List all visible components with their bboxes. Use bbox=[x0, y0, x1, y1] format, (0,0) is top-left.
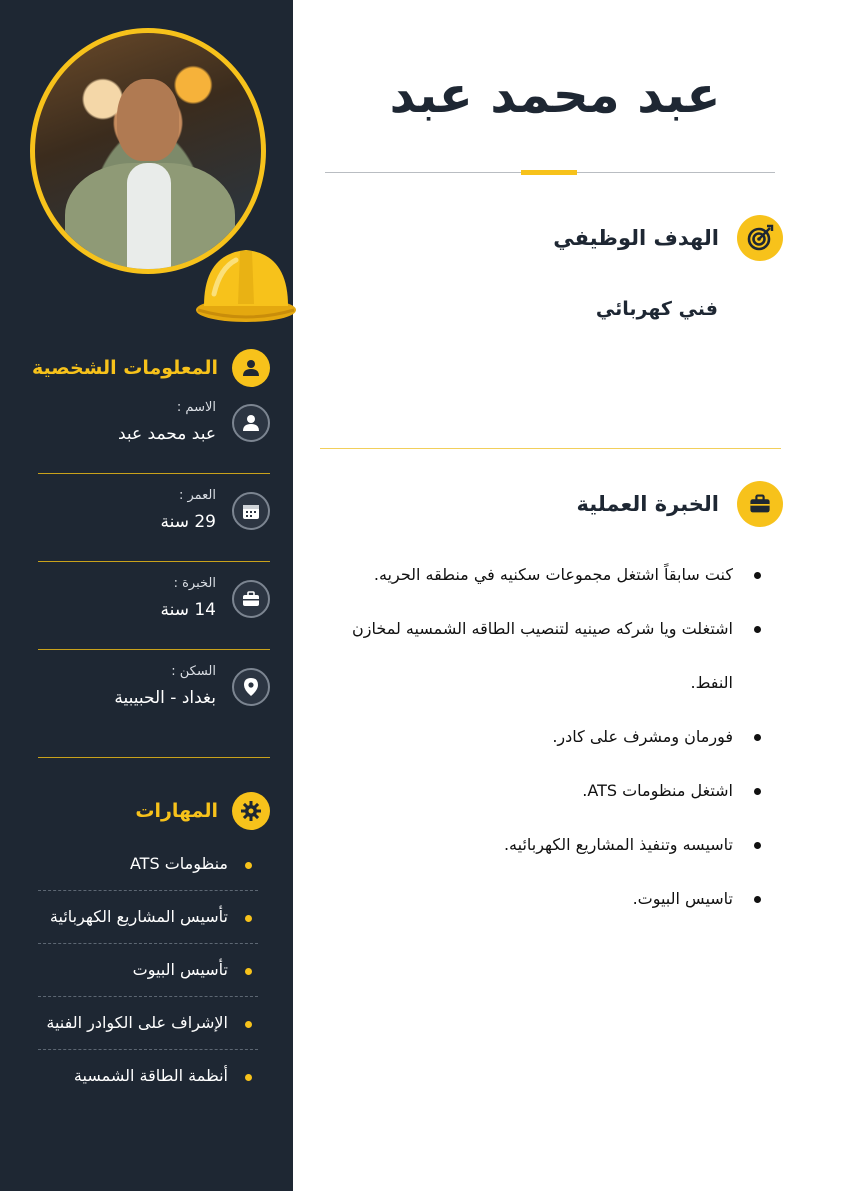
objective-text: فني كهربائي bbox=[595, 298, 718, 320]
briefcase-icon bbox=[737, 481, 783, 527]
list-item: اشتغلت ويا شركه صينيه لتنصيب الطاقه الشمسيه لمخازن النفط. bbox=[331, 602, 761, 710]
list-item: فورمان ومشرف على كادر. bbox=[331, 710, 761, 764]
experience-list bbox=[331, 548, 761, 926]
briefcase-icon bbox=[232, 580, 270, 618]
objective-heading bbox=[553, 215, 783, 261]
list-item: الإشراف على الكوادر الفنية bbox=[38, 997, 258, 1050]
info-label: العمر : bbox=[178, 488, 216, 503]
divider bbox=[38, 757, 270, 758]
divider bbox=[320, 448, 781, 449]
info-value: 14 سنة bbox=[160, 600, 216, 620]
page-title: عبد محمد عبد bbox=[389, 66, 721, 124]
user-icon bbox=[232, 349, 270, 387]
list-item: أنظمة الطاقة الشمسية bbox=[38, 1050, 258, 1103]
gear-icon bbox=[232, 792, 270, 830]
profile-photo-frame bbox=[30, 28, 268, 276]
list-item: تأسيس البيوت bbox=[38, 944, 258, 997]
skills-title: المهارات bbox=[135, 800, 218, 822]
title-accent bbox=[521, 170, 577, 175]
skills-heading bbox=[135, 792, 270, 830]
list-item: كنت سابقاً اشتغل مجموعات سكنيه في منطقه الحريه. bbox=[331, 548, 761, 602]
personal-info-heading bbox=[32, 349, 270, 387]
info-row-name bbox=[38, 386, 270, 474]
info-row-residence bbox=[38, 650, 270, 758]
info-value: عبد محمد عبد bbox=[117, 424, 216, 444]
location-pin-icon bbox=[232, 668, 270, 706]
sidebar bbox=[0, 0, 293, 1191]
experience-title: الخبرة العملية bbox=[576, 492, 719, 516]
skills-list bbox=[38, 838, 258, 1103]
info-label: الخبرة : bbox=[173, 576, 216, 591]
info-value: بغداد - الحبيبية bbox=[114, 688, 216, 708]
list-item: منظومات ATS bbox=[38, 838, 258, 891]
experience-heading bbox=[577, 481, 783, 527]
personal-info-title: المعلومات الشخصية bbox=[31, 357, 218, 379]
list-item: تاسيسه وتنفيذ المشاريع الكهربائيه. bbox=[331, 818, 761, 872]
list-item: تأسيس المشاريع الكهربائية bbox=[38, 891, 258, 944]
objective-title: الهدف الوظيفي bbox=[553, 226, 719, 250]
hard-hat-icon bbox=[190, 224, 298, 334]
info-row-age bbox=[38, 474, 270, 562]
user-icon bbox=[232, 404, 270, 442]
info-row-experience bbox=[38, 562, 270, 650]
info-value: 29 سنة bbox=[160, 512, 216, 532]
info-label: الاسم : bbox=[176, 400, 216, 415]
list-item: اشتغل منظومات ATS. bbox=[331, 764, 761, 818]
target-icon bbox=[737, 215, 783, 261]
info-label: السكن : bbox=[171, 664, 216, 679]
list-item: تاسيس البيوت. bbox=[331, 872, 761, 926]
calendar-icon bbox=[232, 492, 270, 530]
